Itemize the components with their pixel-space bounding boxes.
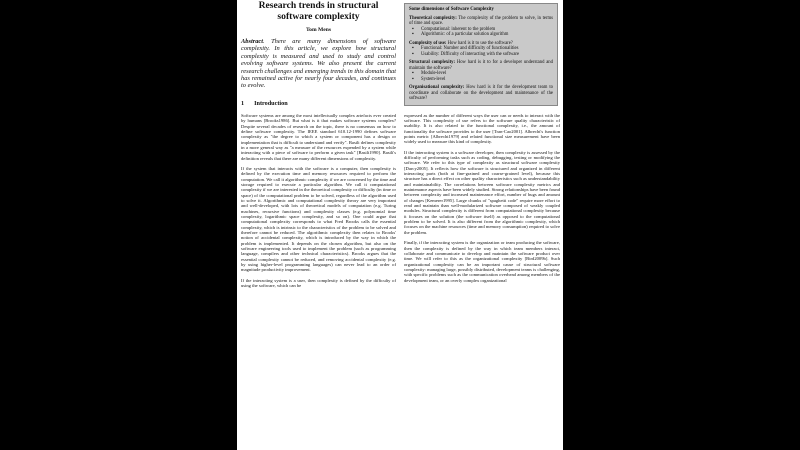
list-item: ▪ System-level [421, 77, 553, 83]
paragraph: If the system that interacts with the software is a computer, then complexity is defined by the execution time and memory resources required to perform the computation. We call it algorithmic complexity if we are concerned by the time and storage required to execute a particular algorithm. We call it computational complexity if we are interested in the theoretical complexity or difficulty (in time or space) of the computational problem to be solved, regardless of the algorithm used to solve it. Algorithmic and computational complexity theory are very important and well-developed, with lots of theoretical models of computation (e.g. Turing machines, recursive functions) and complexity classes (e.g. polynomial time complexity, logarithmic space complexity, and so on). One could argue that computational complexity corresponds to what Fred Brooks calls the essential complexity, which is intrinsic to the characteristics of the problem to be solved and therefore cannot be reduced. The algorithmic complexity then relates to Brooks' notion of accidental complexity, which is introduced by the way in which the problem is implemented. It depends on the chosen algorithm, but also on the software engineering tools used to implement the problem (such as programming language, compilers and other technical characteristics). Brooks argues that the essential complexity cannot be reduced, and removing accidental complexity (e.g. by using higher-level programming languages) can never lead to an order of magnitude productivity improvement. [241, 165, 396, 273]
paragraph: expressed as the number of different ways the user can or needs to interact with the software. This complexity of use refers to the software quality characteristic of usability. It is also related to the functional complexity, i.e., the amount of functionality the software provides to the user [Tran-Cao2001]. Albrecht's function points metric [Albrecht1979] and related functional size measurement have been widely used to measure this kind of complexity. [404, 112, 560, 145]
list-item: ▪ Usability: Difficulty of interacting with the software [421, 52, 553, 58]
box-list [409, 27, 553, 38]
paper-author: Tom Mens [305, 27, 332, 33]
right-body [404, 113, 560, 283]
paragraph: Software systems are among the most intellectually complex artefacts ever created by humans [Brooks1986]. But what is it that makes software systems complex? Despite several decades of research on the topic, there is no consensus on how to define software complexity. The IEEE standard 610.12-1990 defines software complexity as "the degree to which a system or component has a design or implementation that is difficult to understand and verify". Basili defines complexity in a more general way as "a measure of the resources expended by a system while interacting with a piece of software to perform a given task" [Basili1990]. Basili's definition reveals that there are many different dimensions of complexity. [241, 112, 396, 161]
box-list [409, 71, 553, 82]
abstract [241, 38, 396, 90]
paper-title: Research trends in structural software complexity [258, 0, 379, 22]
right-column [404, 0, 560, 283]
box-section: Structural complexity: How hard is it to for a developer understand and maintain the software? [409, 60, 553, 71]
complexity-dimensions-box [404, 3, 558, 106]
section-number: 1 [241, 99, 245, 107]
list-item: ▪ Module-level [421, 71, 553, 77]
left-column [241, 0, 396, 289]
list-item: ▪ Algorithmic: of a particular solution algorithm [421, 32, 553, 38]
list-item: ▪ Computational: inherent to the problem [421, 27, 553, 33]
section-heading [241, 100, 396, 107]
abstract-text: . There are many dimensions of software complexity. In this article, we explore how structural complexity is measured and used to study and control evolving software systems. We also present the current research challenges and emerging trends in this domain that has remained active for nearly four decades, and continues to evolve. [241, 38, 396, 90]
section-title: Introduction [254, 99, 288, 107]
paragraph: If the interacting system is a user, then complexity is defined by the difficulty of using the software, which can be [241, 277, 396, 289]
box-title: Some dimensions of Software Complexity [409, 7, 494, 12]
box-list [409, 46, 553, 57]
list-item: ▪ Functional: Number and difficulty of functionalities [421, 46, 553, 52]
box-section: Organisational complexity: How hard is it for the development team to coordinate and collaborate on the development and maintenance of the software? [409, 85, 553, 102]
paper-page [237, 0, 563, 450]
box-section: Theoretical complexity: The complexity of the problem to solve, in terms of time and space. [409, 15, 553, 27]
paragraph: If the interacting system is a software developer, then complexity is assessed by the difficulty of performing tasks such as coding, debugging, testing or modifying the software. We refer to this type of complexity as structural software complexity [Darcy2005]. It reflects how the software is structured and organized in different interacting parts (both at fine-grained and coarse-grained level), because this structure has a direct effect on other quality characteristics such as understandability and maintainability. The correlations between software complexity metrics and maintenance aspects have been widely studied. Strong relationships have been found between complexity and increased maintenance effort, number of bugs and amount of changes [Kemerer1995]. Large chunks of "spaghetti code" require more effort to read and maintain than well-modularized software composed of weakly coupled modules. Structural complexity is different from computational complexity because it focuses on the solution (the software itself) as opposed to the computational problem to be solved. It is also different from the algorithmic complexity, which focuses on the machine resources (time and memory consumption) required to solve the problem. [404, 149, 561, 235]
box-section: Complexity of use: How hard is it to use the software? [409, 40, 513, 46]
left-body [241, 113, 396, 289]
abstract-label: Abstract [241, 38, 264, 45]
paragraph: Finally, if the interacting system is the organization or team producing the software, then the complexity is defined by the way in which team members interact, collaborate and communicate to develop and maintain the software product over time. We will refer to this as the organizational complexity [Bird2009b]. Such organizational complexity can be an important cause of structural software complexity: managing large, possibly distributed, development teams is challenging, with specific problems such as the communication overhead among members of the development team, or an overly complex organizational [404, 240, 560, 283]
